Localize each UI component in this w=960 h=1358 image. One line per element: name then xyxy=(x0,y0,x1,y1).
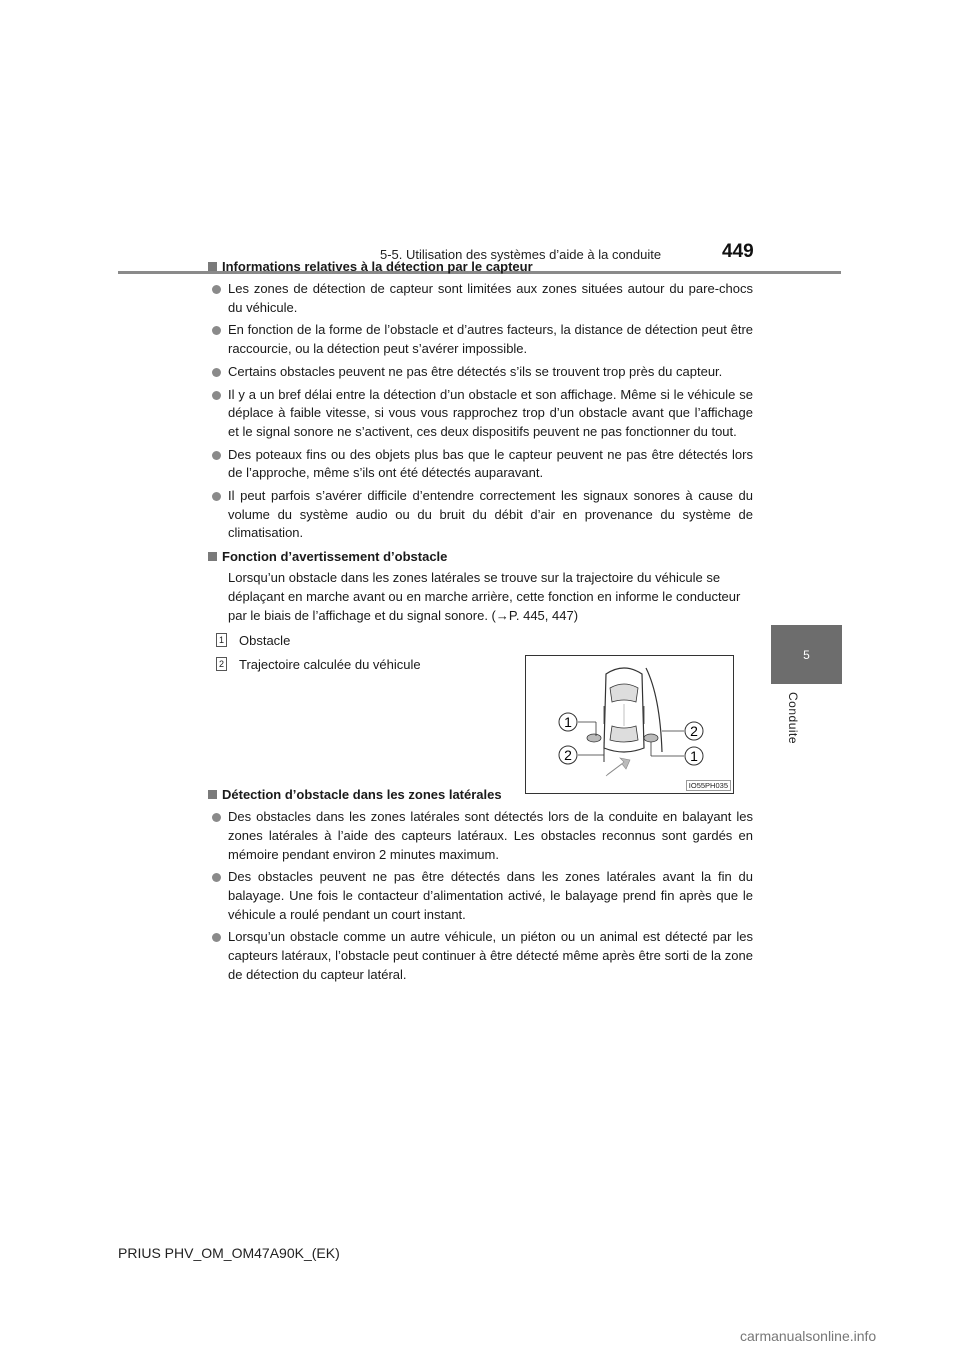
list-item: Des obstacles peuvent ne pas être détectés dans les zones latérales avant la fin du balayage. Une fois le contacteur d’alimentation activé, le balayage prend fin après que le véhicule a roulé pendant un court instant. xyxy=(212,868,753,924)
chapter-number: 5 xyxy=(803,647,810,662)
section-paragraph: Lorsqu’un obstacle dans les zones latérales se trouve sur la trajectoire du véhicule se déplaçant en marche avant ou en marche arrière, cette fonction en informe le conducteur par le biais de l’affichage et du signal sonore. (→P. 445, 447) xyxy=(228,570,741,623)
callout-1b: 1 xyxy=(690,748,698,764)
page-content xyxy=(208,255,753,985)
callout-number-icon: 2 xyxy=(216,657,227,671)
section-heading: Informations relatives à la détection par le capteur xyxy=(208,258,753,276)
list-item: Des poteaux fins ou des objets plus bas que le capteur peuvent ne pas être détectés lors de l’approche, même s’ils ont été détectés auparavant. xyxy=(212,446,753,483)
square-bullet-icon xyxy=(208,262,217,271)
list-item: En fonction de la forme de l’obstacle et d’autres facteurs, la distance de détection peut être raccourcie, ou la détection peut s’avérer impossible. xyxy=(212,321,753,358)
callout-2b: 2 xyxy=(564,747,572,763)
figure-code: IO55PH035 xyxy=(686,780,731,791)
list-item: Lorsqu’un obstacle comme un autre véhicule, un piéton ou un animal est détecté par les capteurs latéraux, l’obstacle peut continuer à être détecté même après être sorti de la zone de détection du capteur latéral. xyxy=(212,928,753,984)
watermark: carmanualsonline.info xyxy=(740,1328,877,1344)
list-item: Les zones de détection de capteur sont limitées aux zones situées autour du pare-chocs du véhicule. xyxy=(212,280,753,317)
callout-1a: 1 xyxy=(564,714,572,730)
list-item: Certains obstacles peuvent ne pas être détectés s’ils se trouvent trop près du capteur. xyxy=(212,363,753,382)
section-title: 5-5. Utilisation des systèmes d’aide à la conduite xyxy=(380,247,662,262)
list-item: Il y a un bref délai entre la détection d’un obstacle et son affichage. Même si le véhicule se déplace à faible vitesse, si vous vous rapprochez trop d’un obstacle avant que l’affichage et le signal sonore ne s’activent, ces deux dispositifs peuvent ne pas fonctionner du tout. xyxy=(212,386,753,442)
legend-item: 2 Trajectoire calculée du véhicule xyxy=(216,655,753,673)
car-top-view-illustration xyxy=(526,656,733,793)
page-number: 449 xyxy=(722,241,754,262)
callout-2a: 2 xyxy=(690,723,698,739)
section-heading: Fonction d’avertissement d’obstacle xyxy=(208,548,753,566)
square-bullet-icon xyxy=(208,790,217,799)
square-bullet-icon xyxy=(208,552,217,561)
legend-item: 1 Obstacle xyxy=(216,631,753,649)
callout-number-icon: 1 xyxy=(216,633,227,647)
document-code: PRIUS PHV_OM_OM47A90K_(EK) xyxy=(118,1245,340,1261)
chapter-tab[interactable] xyxy=(771,625,842,684)
obstacle-warning-figure xyxy=(525,655,734,794)
section-heading: Détection d’obstacle dans les zones latérales xyxy=(208,786,753,804)
list-item: Des obstacles dans les zones latérales sont détectés lors de la conduite en balayant les zones latérales à l’aide des capteurs latéraux. Les obstacles reconnus sont gardés en mémoire pendant environ 2 minutes maximum. xyxy=(212,808,753,864)
list-item: Il peut parfois s’avérer difficile d’entendre correctement les signaux sonores à cause du volume du système audio ou du bruit du débit d’air en provenance du système de climatisation. xyxy=(212,487,753,543)
chapter-label: Conduite xyxy=(786,692,800,745)
